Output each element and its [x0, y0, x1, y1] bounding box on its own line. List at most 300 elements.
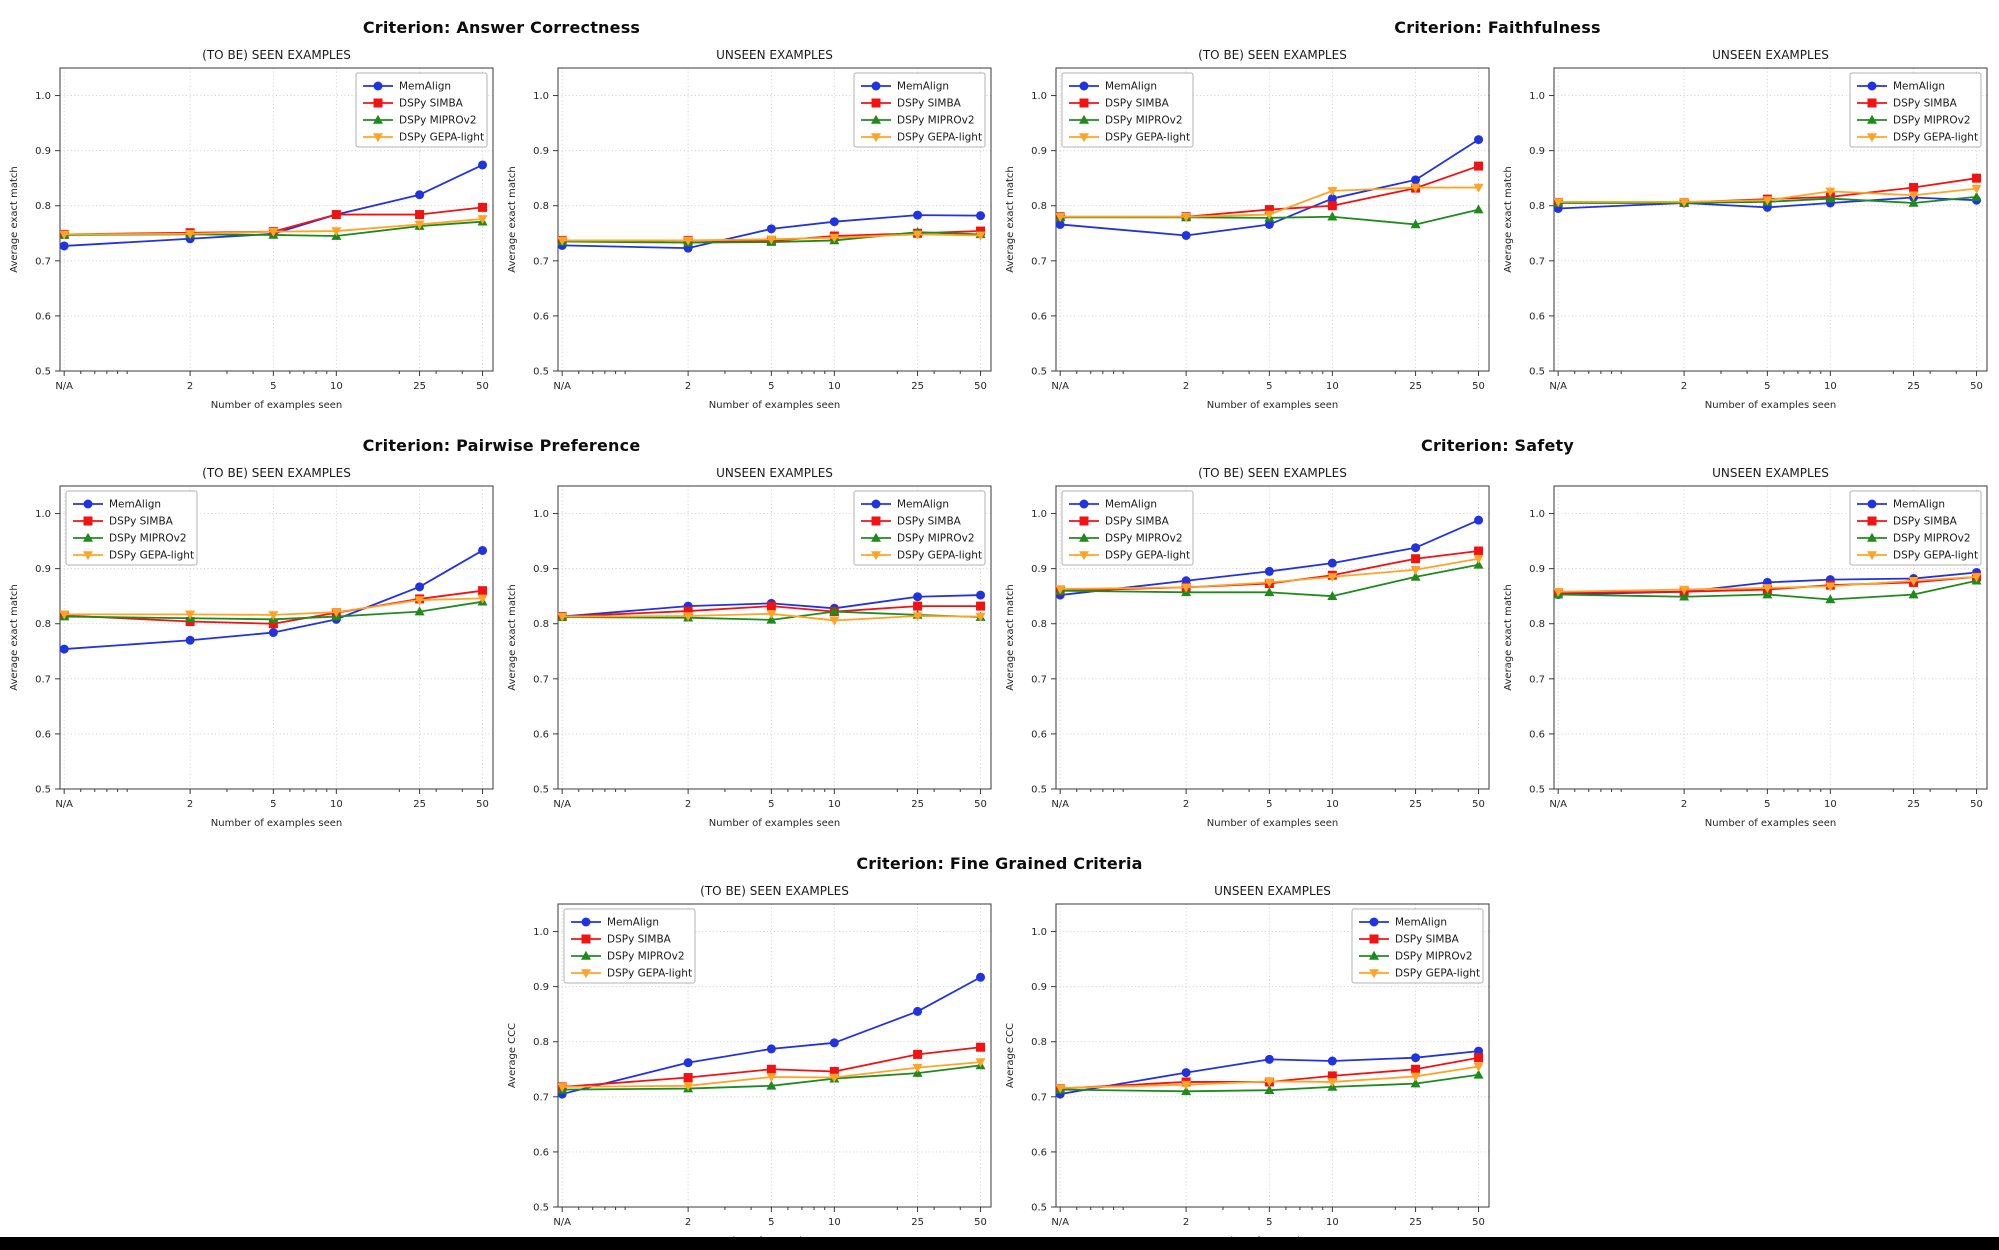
svg-text:10: 10: [1325, 1217, 1339, 1228]
x-tick-labels: [1549, 799, 1983, 810]
data-point: [185, 636, 194, 645]
chart-svg: [1000, 459, 1498, 834]
svg-text:0.7: 0.7: [1528, 256, 1545, 268]
y-tick-labels: [533, 91, 549, 377]
legend: [1062, 73, 1193, 147]
legend-label: DSPy GEPA-light: [1104, 131, 1190, 144]
group-pairwise-preference: [4, 430, 1000, 834]
group-faithfulness: [1000, 12, 1996, 416]
data-point: [976, 973, 985, 982]
svg-text:1.0: 1.0: [1030, 509, 1047, 521]
legend-label: DSPy MIPROv2: [1104, 114, 1183, 127]
data-point: [1411, 1065, 1420, 1074]
data-point: [1411, 1053, 1420, 1062]
data-point: [683, 1058, 692, 1067]
svg-text:50: 50: [475, 381, 489, 392]
figure-row-2: [0, 430, 1999, 834]
legend-label: MemAlign: [606, 916, 659, 929]
subplot-title: UNSEEN EXAMPLES: [1213, 884, 1331, 898]
svg-text:0.6: 0.6: [34, 729, 51, 741]
data-point: [478, 586, 487, 595]
legend: [66, 491, 197, 565]
data-point: [1181, 231, 1190, 240]
series-layer: [557, 591, 985, 626]
criterion-title-pairwise-preference: Criterion: Pairwise Preference: [362, 436, 641, 455]
subplot-title: UNSEEN EXAMPLES: [1711, 48, 1829, 62]
legend-label: DSPy MIPROv2: [108, 532, 187, 545]
data-point: [913, 211, 922, 220]
svg-text:0.9: 0.9: [532, 146, 549, 158]
svg-text:N/A: N/A: [552, 1217, 571, 1228]
criterion-title-safety: Criterion: Safety: [1421, 436, 1574, 455]
legend-label: DSPy SIMBA: [1104, 515, 1169, 528]
data-point: [766, 1065, 775, 1074]
svg-text:50: 50: [973, 381, 987, 392]
svg-text:N/A: N/A: [54, 381, 73, 392]
svg-text:0.5: 0.5: [532, 784, 549, 796]
svg-text:N/A: N/A: [1548, 381, 1567, 392]
y-tick-labels: [1529, 509, 1545, 795]
svg-text:5: 5: [1265, 799, 1273, 810]
svg-text:N/A: N/A: [552, 799, 571, 810]
svg-text:2: 2: [684, 381, 691, 392]
legend-marker-square-icon: [581, 935, 590, 944]
svg-text:5: 5: [767, 1217, 775, 1228]
legend-marker-circle-icon: [871, 500, 880, 509]
chart-safety-seen: [1000, 459, 1498, 834]
svg-text:5: 5: [269, 799, 277, 810]
legend-label: DSPy GEPA-light: [1104, 549, 1190, 562]
legend-label: MemAlign: [398, 80, 451, 93]
data-point: [1327, 559, 1336, 568]
chart-faithfulness-seen: [1000, 41, 1498, 416]
legend-label: DSPy MIPROv2: [1892, 532, 1971, 545]
criterion-title-faithfulness: Criterion: Faithfulness: [1394, 18, 1601, 37]
svg-text:50: 50: [1471, 1217, 1485, 1228]
svg-text:25: 25: [910, 799, 924, 810]
svg-text:0.5: 0.5: [34, 784, 51, 796]
chart-svg: [1498, 459, 1996, 834]
x-axis-label: Number of examples seen: [210, 818, 342, 829]
y-axis-label: Average exact match: [1502, 584, 1514, 691]
svg-text:5: 5: [767, 381, 775, 392]
svg-text:0.7: 0.7: [34, 674, 51, 686]
subplot-title: (TO BE) SEEN EXAMPLES: [1197, 48, 1347, 62]
data-point: [415, 582, 424, 591]
y-axis-label: Average CCC: [506, 1022, 518, 1089]
svg-text:0.9: 0.9: [532, 982, 549, 994]
subplot-title: UNSEEN EXAMPLES: [715, 466, 833, 480]
chart-safety-unseen: [1498, 459, 1996, 834]
group-answer-correctness: [4, 12, 1000, 416]
chart-answer-correctness-seen: [4, 41, 502, 416]
data-point: [1264, 1055, 1273, 1064]
svg-text:0.9: 0.9: [1030, 146, 1047, 158]
svg-text:2: 2: [684, 1217, 691, 1228]
svg-text:N/A: N/A: [1050, 1217, 1069, 1228]
legend: [1062, 491, 1193, 565]
x-tick-labels: [1051, 1217, 1485, 1228]
svg-text:5: 5: [1763, 799, 1771, 810]
data-point: [59, 241, 68, 250]
legend-label: MemAlign: [1104, 498, 1157, 511]
svg-text:0.8: 0.8: [1030, 1037, 1047, 1049]
svg-text:1.0: 1.0: [34, 91, 51, 103]
svg-text:1.0: 1.0: [532, 91, 549, 103]
svg-text:1.0: 1.0: [532, 509, 549, 521]
svg-text:50: 50: [1969, 381, 1983, 392]
data-point: [1474, 135, 1483, 144]
criterion-title-fine-grained-criteria: Criterion: Fine Grained Criteria: [856, 854, 1143, 873]
data-point: [1474, 547, 1483, 556]
svg-text:0.5: 0.5: [1030, 1202, 1047, 1214]
legend-label: DSPy MIPROv2: [606, 950, 685, 963]
svg-text:0.6: 0.6: [34, 311, 51, 323]
svg-text:2: 2: [186, 799, 193, 810]
svg-text:0.5: 0.5: [532, 366, 549, 378]
svg-text:0.9: 0.9: [1030, 982, 1047, 994]
legend-marker-circle-icon: [1867, 82, 1876, 91]
svg-text:10: 10: [827, 381, 841, 392]
data-point: [1474, 1053, 1483, 1062]
data-point: [913, 592, 922, 601]
legend-marker-square-icon: [1867, 517, 1876, 526]
svg-text:25: 25: [1906, 799, 1920, 810]
x-axis-label: Number of examples seen: [1704, 818, 1836, 829]
y-tick-labels: [1529, 91, 1545, 377]
legend-label: DSPy SIMBA: [1892, 97, 1957, 110]
legend-label: DSPy MIPROv2: [1394, 950, 1473, 963]
chart-svg: [4, 459, 502, 834]
svg-text:1.0: 1.0: [532, 927, 549, 939]
data-point: [1474, 516, 1483, 525]
svg-text:0.5: 0.5: [1030, 366, 1047, 378]
data-point: [976, 1043, 985, 1052]
svg-text:2: 2: [1182, 381, 1189, 392]
bottom-bar: [0, 1237, 1999, 1250]
legend-label: DSPy SIMBA: [1892, 515, 1957, 528]
svg-text:1.0: 1.0: [1528, 91, 1545, 103]
svg-text:0.9: 0.9: [34, 564, 51, 576]
legend-marker-square-icon: [1867, 99, 1876, 108]
data-point: [331, 210, 340, 219]
svg-text:25: 25: [412, 799, 426, 810]
chart-svg: [4, 41, 502, 416]
svg-text:0.9: 0.9: [1528, 146, 1545, 158]
data-point: [913, 1050, 922, 1059]
legend-label: DSPy MIPROv2: [1892, 114, 1971, 127]
svg-text:25: 25: [1408, 799, 1422, 810]
legend-label: DSPy GEPA-light: [606, 967, 692, 980]
x-tick-labels: [55, 381, 489, 392]
x-tick-labels: [1051, 381, 1485, 392]
svg-text:0.6: 0.6: [1528, 311, 1545, 323]
svg-text:0.5: 0.5: [1528, 366, 1545, 378]
y-tick-labels: [1031, 509, 1047, 795]
legend-label: DSPy SIMBA: [108, 515, 173, 528]
svg-text:1.0: 1.0: [1528, 509, 1545, 521]
series-layer: [1553, 174, 1981, 213]
svg-text:0.9: 0.9: [532, 564, 549, 576]
svg-text:10: 10: [1325, 799, 1339, 810]
data-point: [683, 1073, 692, 1082]
legend: [1352, 909, 1483, 983]
chart-pairwise-preference-unseen: [502, 459, 1000, 834]
chart-answer-correctness-unseen: [502, 41, 1000, 416]
svg-text:25: 25: [1408, 1217, 1422, 1228]
svg-text:0.7: 0.7: [532, 256, 549, 268]
svg-text:25: 25: [1408, 381, 1422, 392]
data-point: [766, 224, 775, 233]
y-axis-label: Average exact match: [506, 166, 518, 273]
x-tick-labels: [1051, 799, 1485, 810]
data-point: [1181, 1068, 1190, 1077]
legend-label: DSPy GEPA-light: [1394, 967, 1480, 980]
y-axis-label: Average exact match: [1502, 166, 1514, 273]
svg-text:N/A: N/A: [54, 799, 73, 810]
legend-label: DSPy GEPA-light: [1892, 549, 1978, 562]
chart-pair: [1000, 459, 1996, 834]
legend: [854, 491, 985, 565]
legend-label: DSPy SIMBA: [1104, 97, 1169, 110]
svg-text:0.8: 0.8: [34, 201, 51, 213]
svg-text:N/A: N/A: [1050, 799, 1069, 810]
svg-text:0.7: 0.7: [532, 674, 549, 686]
x-tick-labels: [553, 799, 987, 810]
chart-fine-grained-criteria-seen: [502, 877, 1000, 1250]
legend-label: DSPy SIMBA: [896, 97, 961, 110]
y-tick-labels: [1031, 91, 1047, 377]
y-axis-label: Average exact match: [1004, 166, 1016, 273]
figure-row-1: [0, 12, 1999, 416]
svg-text:0.7: 0.7: [1528, 674, 1545, 686]
legend-label: DSPy SIMBA: [896, 515, 961, 528]
data-point: [1411, 543, 1420, 552]
chart-pair: [1000, 41, 1996, 416]
subplot-title: (TO BE) SEEN EXAMPLES: [201, 48, 351, 62]
y-tick-labels: [533, 927, 549, 1213]
legend-marker-square-icon: [1079, 99, 1088, 108]
svg-text:10: 10: [1823, 381, 1837, 392]
legend-marker-circle-icon: [1079, 82, 1088, 91]
data-point: [766, 602, 775, 611]
data-point: [913, 1007, 922, 1016]
legend-marker-square-icon: [871, 517, 880, 526]
legend-label: DSPy SIMBA: [606, 933, 671, 946]
data-point: [268, 628, 277, 637]
series-layer: [557, 211, 985, 253]
chart-svg: [1000, 41, 1498, 416]
svg-text:25: 25: [1906, 381, 1920, 392]
svg-text:0.8: 0.8: [532, 201, 549, 213]
chart-svg: [502, 877, 1000, 1250]
svg-text:0.6: 0.6: [1528, 729, 1545, 741]
legend-marker-square-icon: [373, 99, 382, 108]
series-layer: [1055, 1047, 1483, 1099]
svg-text:2: 2: [186, 381, 193, 392]
data-point: [1327, 1057, 1336, 1066]
data-point: [1327, 201, 1336, 210]
y-axis-label: Average CCC: [1004, 1022, 1016, 1089]
svg-text:2: 2: [1680, 381, 1687, 392]
figure-row-3: [0, 848, 1999, 1250]
svg-text:0.8: 0.8: [34, 619, 51, 631]
svg-text:10: 10: [827, 799, 841, 810]
legend: [854, 73, 985, 147]
x-tick-labels: [55, 799, 489, 810]
svg-text:0.6: 0.6: [1030, 729, 1047, 741]
legend-marker-square-icon: [83, 517, 92, 526]
legend-label: MemAlign: [108, 498, 161, 511]
svg-text:10: 10: [1823, 799, 1837, 810]
y-axis-label: Average exact match: [8, 584, 20, 691]
subplot-title: (TO BE) SEEN EXAMPLES: [1197, 466, 1347, 480]
svg-text:0.9: 0.9: [1528, 564, 1545, 576]
svg-text:0.8: 0.8: [1030, 619, 1047, 631]
data-point: [1972, 174, 1981, 183]
svg-text:0.7: 0.7: [532, 1092, 549, 1104]
svg-text:1.0: 1.0: [1030, 91, 1047, 103]
legend-label: DSPy MIPROv2: [1104, 532, 1183, 545]
legend-marker-circle-icon: [581, 918, 590, 927]
data-point: [913, 602, 922, 611]
legend-label: MemAlign: [1104, 80, 1157, 93]
data-point: [976, 211, 985, 220]
legend: [356, 73, 487, 147]
chart-svg: [1498, 41, 1996, 416]
legend-marker-circle-icon: [373, 82, 382, 91]
svg-text:N/A: N/A: [1548, 799, 1567, 810]
svg-text:N/A: N/A: [552, 381, 571, 392]
subplot-title: UNSEEN EXAMPLES: [1711, 466, 1829, 480]
svg-text:0.8: 0.8: [1528, 201, 1545, 213]
legend-marker-square-icon: [1369, 935, 1378, 944]
svg-text:2: 2: [684, 799, 691, 810]
svg-text:10: 10: [1325, 381, 1339, 392]
svg-text:5: 5: [1265, 1217, 1273, 1228]
legend-label: DSPy SIMBA: [398, 97, 463, 110]
svg-text:1.0: 1.0: [34, 509, 51, 521]
y-tick-labels: [35, 509, 51, 795]
data-point: [1411, 554, 1420, 563]
svg-text:0.5: 0.5: [532, 1202, 549, 1214]
legend-marker-circle-icon: [1369, 918, 1378, 927]
group-fine-grained-criteria: [502, 848, 1498, 1250]
y-axis-label: Average exact match: [8, 166, 20, 273]
x-axis-label: Number of examples seen: [1704, 400, 1836, 411]
svg-text:0.8: 0.8: [532, 1037, 549, 1049]
data-point: [478, 203, 487, 212]
data-point: [478, 160, 487, 169]
svg-text:2: 2: [1182, 799, 1189, 810]
svg-text:50: 50: [1969, 799, 1983, 810]
data-point: [1909, 183, 1918, 192]
svg-text:50: 50: [1471, 381, 1485, 392]
chart-svg: [502, 41, 1000, 416]
svg-text:0.5: 0.5: [1528, 784, 1545, 796]
legend-label: DSPy MIPROv2: [398, 114, 477, 127]
data-point: [478, 546, 487, 555]
data-point: [415, 190, 424, 199]
legend: [564, 909, 695, 983]
legend-label: DSPy GEPA-light: [398, 131, 484, 144]
x-tick-labels: [1549, 381, 1983, 392]
svg-text:10: 10: [329, 799, 343, 810]
data-point: [1411, 175, 1420, 184]
legend-marker-square-icon: [1079, 517, 1088, 526]
chart-svg: [1000, 877, 1498, 1250]
svg-text:10: 10: [827, 1217, 841, 1228]
svg-text:0.6: 0.6: [532, 1147, 549, 1159]
svg-text:0.8: 0.8: [532, 619, 549, 631]
legend-label: DSPy GEPA-light: [896, 131, 982, 144]
x-tick-labels: [553, 1217, 987, 1228]
data-point: [1474, 162, 1483, 171]
svg-text:0.7: 0.7: [1030, 256, 1047, 268]
svg-text:2: 2: [1680, 799, 1687, 810]
data-point: [1473, 204, 1483, 213]
chart-pair: [502, 877, 1498, 1250]
chart-fine-grained-criteria-unseen: [1000, 877, 1498, 1250]
legend-label: MemAlign: [1394, 916, 1447, 929]
chart-pairwise-preference-seen: [4, 459, 502, 834]
svg-text:0.6: 0.6: [1030, 311, 1047, 323]
y-tick-labels: [1031, 927, 1047, 1213]
svg-text:5: 5: [1265, 381, 1273, 392]
x-axis-label: Number of examples seen: [1206, 400, 1338, 411]
svg-text:0.9: 0.9: [34, 146, 51, 158]
chart-svg: [502, 459, 1000, 834]
legend-marker-circle-icon: [1867, 500, 1876, 509]
svg-text:50: 50: [475, 799, 489, 810]
data-point: [59, 645, 68, 654]
chart-pair: [4, 459, 1000, 834]
svg-text:50: 50: [1471, 799, 1485, 810]
svg-text:5: 5: [1763, 381, 1771, 392]
legend-label: MemAlign: [896, 498, 949, 511]
svg-text:10: 10: [329, 381, 343, 392]
legend-marker-circle-icon: [1079, 500, 1088, 509]
svg-text:0.6: 0.6: [532, 311, 549, 323]
series-layer: [557, 973, 985, 1099]
svg-text:0.9: 0.9: [1030, 564, 1047, 576]
data-point: [829, 1038, 838, 1047]
y-axis-label: Average exact match: [506, 584, 518, 691]
legend-label: MemAlign: [896, 80, 949, 93]
y-tick-labels: [533, 509, 549, 795]
x-axis-label: Number of examples seen: [708, 818, 840, 829]
legend-label: DSPy GEPA-light: [896, 549, 982, 562]
y-tick-labels: [35, 91, 51, 377]
svg-text:0.5: 0.5: [1030, 784, 1047, 796]
subplot-title: UNSEEN EXAMPLES: [715, 48, 833, 62]
legend-label: DSPy GEPA-light: [108, 549, 194, 562]
data-point: [829, 217, 838, 226]
legend-marker-circle-icon: [871, 82, 880, 91]
data-point: [976, 591, 985, 600]
legend: [1850, 491, 1981, 565]
svg-text:25: 25: [910, 381, 924, 392]
legend-label: MemAlign: [1892, 80, 1945, 93]
svg-text:0.8: 0.8: [1030, 201, 1047, 213]
svg-text:2: 2: [1182, 1217, 1189, 1228]
legend-label: DSPy GEPA-light: [1892, 131, 1978, 144]
data-point: [1264, 567, 1273, 576]
svg-text:0.6: 0.6: [1030, 1147, 1047, 1159]
svg-text:0.6: 0.6: [532, 729, 549, 741]
svg-text:0.7: 0.7: [1030, 1092, 1047, 1104]
svg-text:0.7: 0.7: [34, 256, 51, 268]
